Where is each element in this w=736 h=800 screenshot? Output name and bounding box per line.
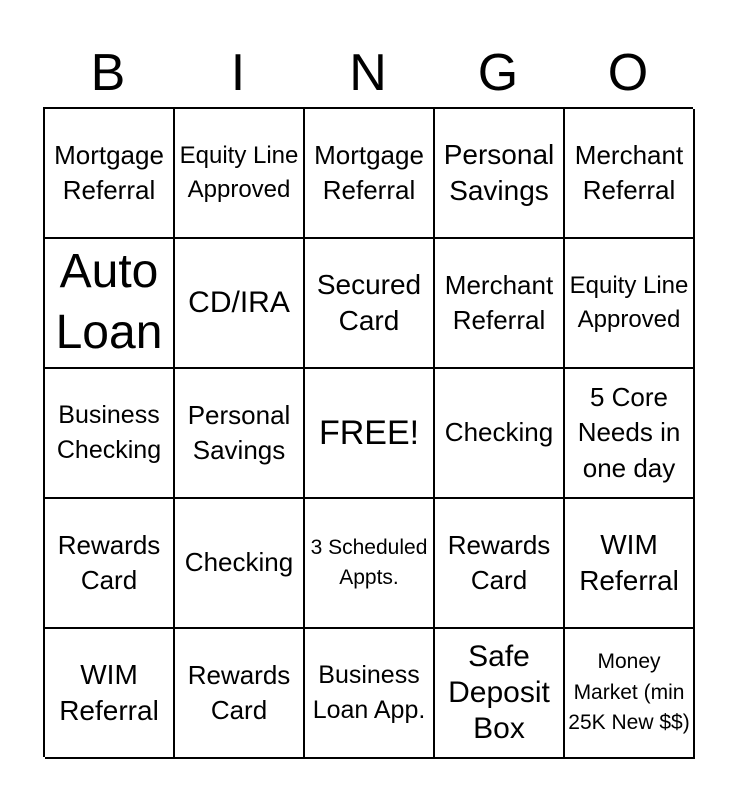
header-letter-i: I (230, 44, 246, 102)
bingo-cell[interactable] (565, 369, 695, 499)
cell-label: Auto Loan (55, 245, 163, 359)
bingo-board (43, 107, 693, 757)
cell-label: Safe Deposit Box (448, 640, 550, 745)
header-letter-g: G (477, 44, 519, 102)
bingo-cell[interactable] (45, 369, 175, 499)
free-space-label: FREE! (318, 413, 420, 452)
bingo-cell[interactable] (305, 629, 435, 759)
cell-label: Secured Card (316, 268, 422, 336)
bingo-cell[interactable] (435, 109, 565, 239)
cell-label: WIM Referral (579, 528, 679, 596)
cell-label: Business Checking (56, 401, 162, 464)
bingo-cell[interactable] (435, 369, 565, 499)
bingo-cell[interactable] (565, 239, 695, 369)
bingo-cell[interactable] (175, 239, 305, 369)
bingo-cell[interactable] (45, 629, 175, 759)
cell-label: CD/IRA (188, 286, 290, 319)
cell-label: Business Loan App. (312, 661, 426, 724)
cell-label: Personal Savings (187, 399, 291, 465)
cell-label: Rewards Card (57, 529, 161, 595)
cell-label: Money Market (min 25K New $$) (568, 650, 690, 735)
header-letter-n: N (349, 44, 387, 102)
cell-label: Personal Savings (443, 138, 555, 206)
cell-label: 5 Core Needs in one day (577, 382, 681, 483)
bingo-header (43, 40, 693, 106)
cell-label: Merchant Referral (574, 139, 684, 205)
bingo-cell[interactable] (305, 109, 435, 239)
cell-label: Equity Line Approved (179, 141, 299, 203)
cell-label: Checking (444, 417, 554, 448)
cell-label: Rewards Card (187, 659, 291, 725)
cell-label: Merchant Referral (444, 269, 554, 335)
bingo-cell[interactable] (305, 499, 435, 629)
cell-label: WIM Referral (59, 658, 159, 726)
cell-label: Mortgage Referral (54, 139, 164, 205)
bingo-cell[interactable] (435, 629, 565, 759)
free-space[interactable] (305, 369, 435, 499)
bingo-cell[interactable] (45, 499, 175, 629)
bingo-cell[interactable] (45, 109, 175, 239)
bingo-cell[interactable] (45, 239, 175, 369)
header-letter-o: O (607, 44, 649, 102)
cell-label: Mortgage Referral (314, 139, 424, 205)
bingo-cell[interactable] (175, 499, 305, 629)
bingo-cell[interactable] (565, 109, 695, 239)
cell-label: Checking (184, 547, 294, 578)
bingo-cell[interactable] (175, 629, 305, 759)
cell-label: 3 Scheduled Appts. (310, 535, 428, 589)
bingo-cell[interactable] (175, 109, 305, 239)
bingo-cell[interactable] (305, 239, 435, 369)
bingo-cell[interactable] (175, 369, 305, 499)
cell-label: Rewards Card (447, 529, 551, 595)
bingo-cell[interactable] (435, 499, 565, 629)
bingo-cell[interactable] (565, 629, 695, 759)
bingo-cell[interactable] (435, 239, 565, 369)
bingo-cell[interactable] (565, 499, 695, 629)
header-letter-b: B (90, 44, 126, 102)
cell-label: Equity Line Approved (569, 271, 689, 333)
